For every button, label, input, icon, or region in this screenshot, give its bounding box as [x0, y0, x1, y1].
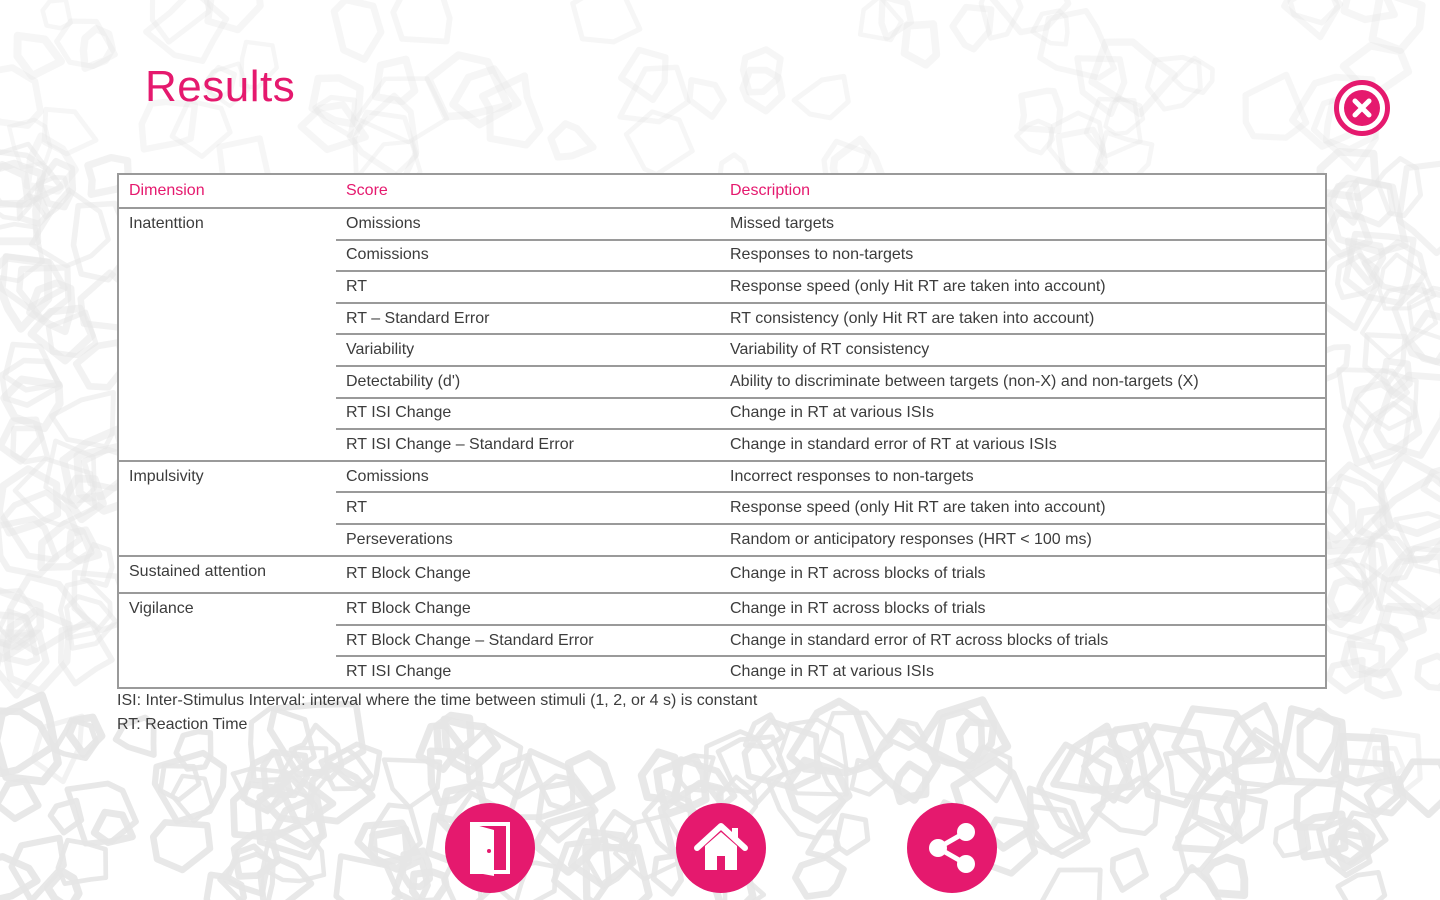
pattern-cell — [1344, 0, 1394, 20]
table-row — [118, 556, 1326, 594]
pattern-cell — [573, 0, 640, 42]
header-description: Description — [720, 174, 1326, 208]
pattern-cell — [1418, 656, 1440, 688]
close-x-circle-icon — [1344, 90, 1380, 126]
description-cell: Missed targets — [720, 208, 1326, 240]
home-icon — [693, 822, 749, 874]
table-header — [118, 174, 1326, 208]
pattern-cell — [0, 710, 53, 773]
dimension-cell: Inatenttion — [118, 208, 336, 461]
dimension-cell: Vigilance — [118, 593, 336, 688]
table-row — [118, 208, 1326, 240]
home-button[interactable] — [676, 803, 766, 893]
table-header-row — [118, 174, 1326, 208]
pattern-cell — [794, 76, 848, 117]
score-cell: RT Block Change — [336, 556, 720, 594]
pattern-cell — [208, 0, 260, 30]
description-cell: Variability of RT consistency — [720, 334, 1326, 366]
footnote-isi: ISI: Inter-Stimulus Interval: interval where the time between stimuli (1, 2, or 4 s) is constant — [117, 692, 758, 709]
results-table-container — [117, 173, 1325, 689]
footnotes — [117, 689, 757, 737]
score-cell: Variability — [336, 334, 720, 366]
description-cell: Incorrect responses to non-targets — [720, 461, 1326, 493]
score-cell: RT — [336, 271, 720, 303]
share-button[interactable] — [907, 803, 997, 893]
results-table — [117, 173, 1327, 689]
table-row — [118, 461, 1326, 493]
pattern-cell — [551, 124, 593, 157]
description-cell: Change in standard error of RT across blocks of trials — [720, 625, 1326, 657]
exit-door-icon — [466, 820, 514, 876]
description-cell: Change in RT at various ISIs — [730, 663, 934, 681]
score-cell: Comissions — [336, 461, 720, 493]
description-cell: Ability to discriminate between targets (non-X) and non-targets (X) — [720, 366, 1326, 398]
header-dimension: Dimension — [118, 174, 336, 208]
score-cell: Comissions — [336, 240, 720, 272]
footnote-rt: RT: Reaction Time — [117, 716, 248, 733]
score-cell: RT ISI Change — [336, 398, 720, 430]
pattern-cell — [690, 80, 724, 117]
description-cell: Change in RT across blocks of trials — [720, 593, 1326, 625]
description-cell: Change in RT at various ISIs — [720, 398, 1326, 430]
score-cell: RT ISI Change — [346, 663, 452, 681]
pattern-cell — [991, 0, 1068, 32]
description-cell: Response speed (only Hit RT are taken into account) — [720, 492, 1326, 524]
description-cell: Responses to non-targets — [720, 240, 1326, 272]
score-cell: RT Block Change — [336, 593, 720, 625]
table-body — [118, 208, 1326, 688]
pattern-cell — [176, 732, 211, 770]
score-cell: RT Block Change – Standard Error — [336, 625, 720, 657]
pattern-cell — [334, 0, 381, 60]
share-icon — [924, 820, 980, 876]
bottom-navigation — [0, 803, 1440, 900]
score-cell: RT ISI Change – Standard Error — [336, 429, 720, 461]
description-cell: Change in standard error of RT at various ISIs — [720, 429, 1326, 461]
description-cell: Random or anticipatory responses (HRT < 100 ms) — [720, 524, 1326, 556]
pattern-cell — [1246, 75, 1307, 138]
dimension-cell: Impulsivity — [118, 461, 336, 556]
pattern-cell — [1368, 672, 1399, 696]
description-cell: RT consistency (only Hit RT are taken into account) — [720, 303, 1326, 335]
exit-button[interactable] — [445, 803, 535, 893]
pattern-cell — [83, 29, 112, 68]
score-cell: Perseverations — [336, 524, 720, 556]
table-row — [118, 593, 1326, 625]
header-score: Score — [336, 174, 720, 208]
score-cell: Omissions — [336, 208, 720, 240]
score-cell: RT – Standard Error — [336, 303, 720, 335]
description-cell: Response speed (only Hit RT are taken into account) — [720, 271, 1326, 303]
pattern-cell — [393, 0, 450, 42]
dimension-cell: Sustained attention — [118, 556, 336, 594]
page-title: Results — [145, 62, 296, 111]
description-cell: Change in RT across blocks of trials — [720, 556, 1326, 594]
pattern-cell — [1372, 0, 1421, 50]
pattern-cell — [905, 24, 937, 65]
close-button[interactable] — [1334, 80, 1390, 136]
score-cell: Detectability (d') — [336, 366, 720, 398]
score-cell: RT — [336, 492, 720, 524]
